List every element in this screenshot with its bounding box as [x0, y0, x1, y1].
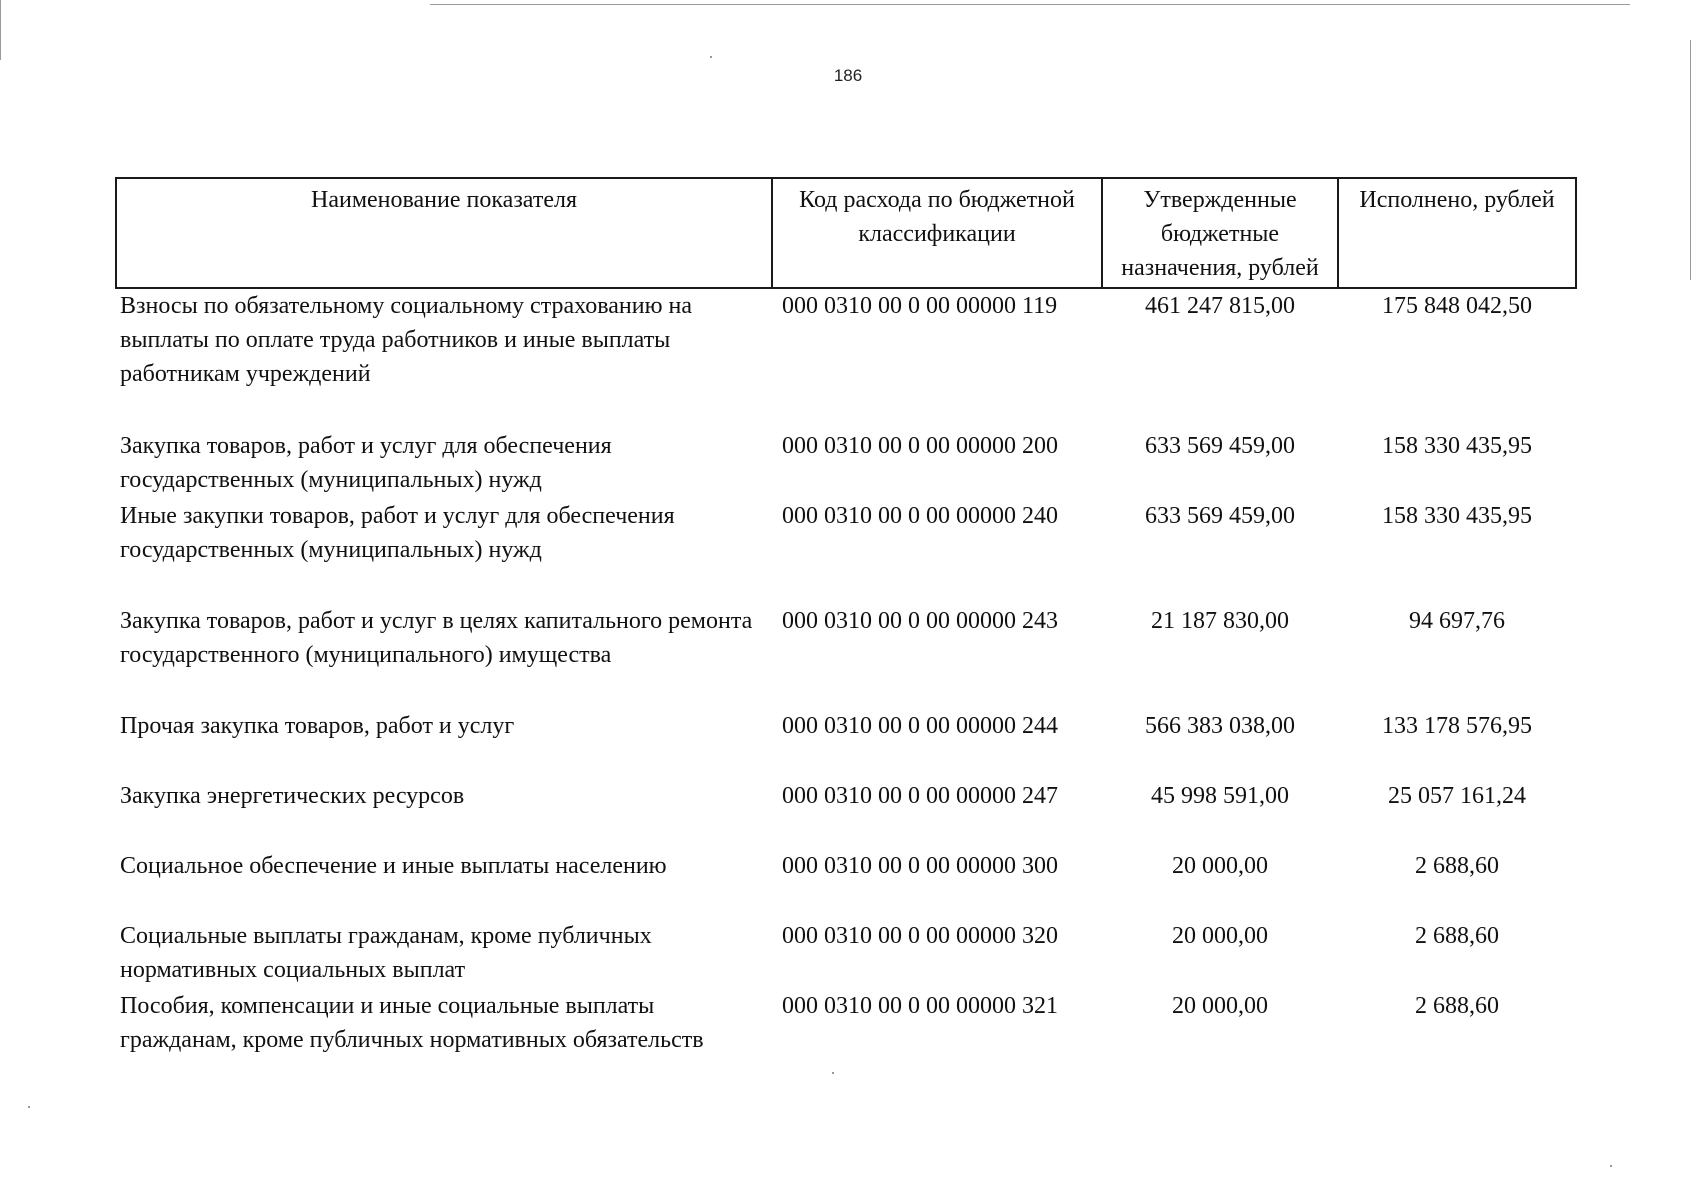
expense-code: 000 0310 00 0 00 00000 240	[782, 503, 1058, 529]
table-row	[116, 429, 1576, 499]
expense-code: 000 0310 00 0 00 00000 321	[782, 993, 1058, 1019]
scan-speck	[28, 1106, 30, 1108]
approved-amount: 633 569 459,00	[1145, 503, 1295, 529]
approved-amount: 21 187 830,00	[1151, 608, 1289, 634]
indicator-name: Прочая закупка товаров, работ и услуг	[120, 713, 515, 739]
table-row	[116, 288, 1576, 429]
indicator-name: Пособия, компенсации и иные социальные выплаты гражданам, кроме публичных нормативных обязательств	[120, 993, 704, 1053]
expense-code: 000 0310 00 0 00 00000 244	[782, 713, 1058, 739]
indicator-name: Социальное обеспечение и иные выплаты населению	[120, 853, 667, 879]
table-header-row	[116, 178, 1576, 288]
expense-code: 000 0310 00 0 00 00000 243	[782, 608, 1058, 634]
indicator-name: Иные закупки товаров, работ и услуг для обеспечения государственных (муниципальных) нужд	[120, 503, 675, 563]
expense-code: 000 0310 00 0 00 00000 119	[782, 293, 1058, 319]
budget-table	[115, 177, 1577, 1094]
executed-amount: 158 330 435,95	[1382, 433, 1532, 459]
scan-speck	[710, 56, 712, 58]
approved-amount: 20 000,00	[1172, 853, 1268, 879]
header-approved-amount: Утвержденные бюджетные назначения, рублей	[1102, 178, 1338, 288]
approved-amount: 45 998 591,00	[1151, 783, 1289, 809]
expense-code: 000 0310 00 0 00 00000 247	[782, 783, 1058, 809]
indicator-name: Закупка энергетических ресурсов	[120, 783, 465, 809]
indicator-name: Закупка товаров, работ и услуг для обеспечения государственных (муниципальных) нужд	[120, 433, 612, 493]
indicator-name: Закупка товаров, работ и услуг в целях капитального ремонта государственного (муниципального) имущества	[120, 608, 753, 668]
header-executed-amount: Исполнено, рублей	[1338, 178, 1576, 288]
executed-amount: 2 688,60	[1415, 993, 1499, 1019]
indicator-name: Социальные выплаты гражданам, кроме публичных нормативных социальных выплат	[120, 923, 652, 983]
indicator-name: Взносы по обязательному социальному страхованию на выплаты по оплате труда работников и иные выплаты работникам учреждений	[120, 293, 693, 387]
executed-amount: 2 688,60	[1415, 923, 1499, 949]
table-row	[116, 989, 1576, 1094]
executed-amount: 2 688,60	[1415, 853, 1499, 879]
approved-amount: 20 000,00	[1172, 923, 1268, 949]
scan-edge-top	[430, 4, 1630, 5]
header-expense-code: Код расхода по бюджетной классификации	[772, 178, 1102, 288]
page-number: 186	[833, 66, 863, 85]
table-row	[116, 604, 1576, 709]
executed-amount: 158 330 435,95	[1382, 503, 1532, 529]
executed-amount: 94 697,76	[1409, 608, 1505, 634]
expense-code: 000 0310 00 0 00 00000 300	[782, 853, 1058, 879]
header-indicator-name: Наименование показателя	[116, 178, 772, 288]
approved-amount: 566 383 038,00	[1145, 713, 1295, 739]
scan-edge-left	[0, 0, 1, 60]
scan-speck	[1610, 1165, 1612, 1167]
executed-amount: 25 057 161,24	[1388, 783, 1526, 809]
approved-amount: 461 247 815,00	[1145, 293, 1295, 319]
expense-code: 000 0310 00 0 00 00000 200	[782, 433, 1058, 459]
executed-amount: 175 848 042,50	[1382, 293, 1532, 319]
table-row	[116, 779, 1576, 849]
executed-amount: 133 178 576,95	[1382, 713, 1532, 739]
expense-code: 000 0310 00 0 00 00000 320	[782, 923, 1058, 949]
table-row	[116, 849, 1576, 919]
approved-amount: 633 569 459,00	[1145, 433, 1295, 459]
table-row	[116, 919, 1576, 989]
approved-amount: 20 000,00	[1172, 993, 1268, 1019]
table-row	[116, 499, 1576, 604]
table-row	[116, 709, 1576, 779]
